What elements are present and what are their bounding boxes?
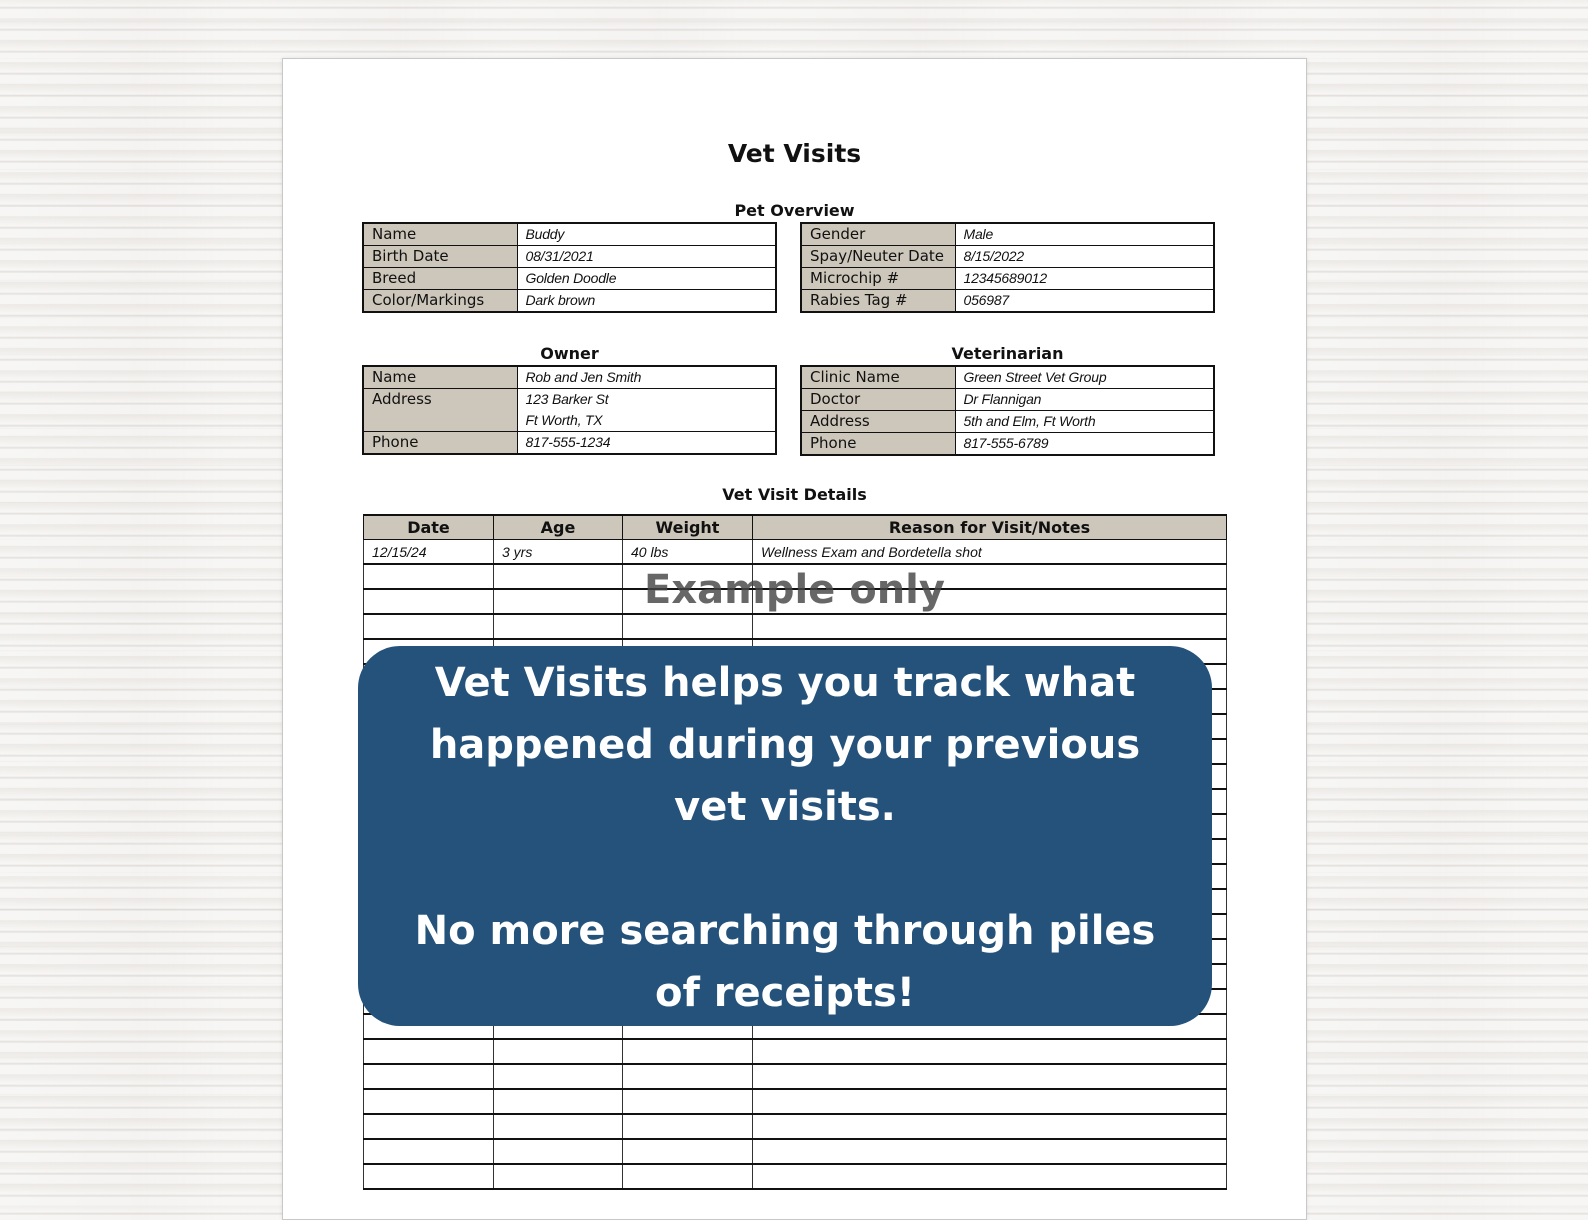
empty-cell: [494, 1039, 623, 1064]
empty-cell: [753, 1089, 1227, 1114]
example-watermark: Example only: [644, 567, 945, 613]
field-value: 08/31/2021: [517, 246, 776, 268]
address-line-1: 123 Barker St: [525, 391, 609, 407]
empty-cell: [364, 1114, 494, 1139]
empty-cell: [364, 1139, 494, 1164]
empty-cell: [753, 1164, 1227, 1189]
empty-cell: [364, 1064, 494, 1089]
empty-cell: [623, 1139, 753, 1164]
field-label: Birth Date: [363, 246, 517, 268]
info-callout: [358, 646, 1212, 1026]
table-header-row: [364, 515, 1227, 540]
field-value: Golden Doodle: [517, 268, 776, 290]
callout-text-1: Vet Visits helps you track what happened during your previous vet visits.: [429, 660, 1141, 830]
owner-phone: 817-555-1234: [517, 432, 776, 455]
field-value: 8/15/2022: [955, 246, 1214, 268]
table-row: [801, 389, 1214, 411]
field-value: 12345689012: [955, 268, 1214, 290]
field-label: Clinic Name: [801, 366, 955, 389]
document-title: Vet Visits: [727, 139, 862, 168]
empty-cell: [494, 614, 623, 639]
owner-table: [362, 365, 777, 455]
visit-details-heading: Vet Visit Details: [722, 485, 867, 504]
empty-cell: [494, 1139, 623, 1164]
table-row: [364, 1089, 1227, 1114]
table-row: [364, 540, 1227, 565]
veterinarian-heading: Veterinarian: [951, 344, 1064, 363]
field-label: Microchip #: [801, 268, 955, 290]
table-row: [364, 1114, 1227, 1139]
table-row: [801, 246, 1214, 268]
empty-cell: [753, 1139, 1227, 1164]
pet-overview-right-table: [800, 222, 1215, 313]
table-row: [801, 290, 1214, 313]
empty-cell: [494, 1114, 623, 1139]
table-row: [801, 268, 1214, 290]
empty-cell: [364, 1039, 494, 1064]
field-label: Name: [363, 366, 517, 389]
empty-cell: [494, 1164, 623, 1189]
table-row: [364, 1039, 1227, 1064]
empty-cell: [364, 614, 494, 639]
empty-cell: [623, 1164, 753, 1189]
empty-cell: [753, 614, 1227, 639]
empty-cell: [753, 1064, 1227, 1089]
table-row: [363, 223, 776, 246]
table-row: [363, 432, 776, 455]
empty-cell: [494, 1064, 623, 1089]
field-value: Dark brown: [517, 290, 776, 313]
cell-reason: Wellness Exam and Bordetella shot: [753, 540, 1227, 565]
field-label: Name: [363, 223, 517, 246]
column-header-age: Age: [494, 515, 623, 540]
field-value: Green Street Vet Group: [955, 366, 1214, 389]
column-header-weight: Weight: [623, 515, 753, 540]
empty-cell: [753, 1039, 1227, 1064]
callout-spacer: [388, 838, 1182, 900]
pet-overview-heading: Pet Overview: [734, 201, 855, 220]
pet-overview-left-table: [362, 222, 777, 313]
address-line-2: Ft Worth, TX: [525, 412, 603, 428]
field-value: 817-555-6789: [955, 433, 1214, 456]
field-label: Spay/Neuter Date: [801, 246, 955, 268]
cell-age: 3 yrs: [494, 540, 623, 565]
column-header-date: Date: [364, 515, 494, 540]
empty-cell: [753, 1114, 1227, 1139]
empty-cell: [494, 1089, 623, 1114]
column-header-reason: Reason for Visit/Notes: [753, 515, 1227, 540]
empty-cell: [364, 1089, 494, 1114]
cell-weight: 40 lbs: [623, 540, 753, 565]
field-label: Color/Markings: [363, 290, 517, 313]
callout-text-2: No more searching through piles of receipts!: [414, 908, 1156, 1016]
field-label: Phone: [801, 433, 955, 456]
field-value: Buddy: [517, 223, 776, 246]
table-row: [801, 223, 1214, 246]
table-row: [363, 290, 776, 313]
veterinarian-table: [800, 365, 1215, 456]
owner-heading: Owner: [540, 344, 599, 363]
field-value: Dr Flannigan: [955, 389, 1214, 411]
table-row: [364, 1064, 1227, 1089]
table-row: [364, 1139, 1227, 1164]
field-value: 5th and Elm, Ft Worth: [955, 411, 1214, 433]
field-value: 056987: [955, 290, 1214, 313]
table-row: [363, 389, 776, 432]
field-label: Address: [363, 389, 517, 432]
empty-cell: [623, 614, 753, 639]
field-label: Phone: [363, 432, 517, 455]
empty-cell: [623, 1064, 753, 1089]
field-label: Breed: [363, 268, 517, 290]
field-label: Gender: [801, 223, 955, 246]
field-label: Address: [801, 411, 955, 433]
field-label: Rabies Tag #: [801, 290, 955, 313]
table-row: [364, 1164, 1227, 1189]
field-label: Doctor: [801, 389, 955, 411]
table-row: [801, 433, 1214, 456]
empty-cell: [364, 1164, 494, 1189]
cell-date: 12/15/24: [364, 540, 494, 565]
empty-cell: [623, 1089, 753, 1114]
table-row: [801, 411, 1214, 433]
table-row: [363, 268, 776, 290]
table-row: [363, 366, 776, 389]
field-value: Male: [955, 223, 1214, 246]
owner-address: [517, 389, 776, 432]
table-row: [363, 246, 776, 268]
document-page: [282, 58, 1307, 1220]
empty-cell: [623, 1039, 753, 1064]
table-row: [801, 366, 1214, 389]
empty-cell: [623, 1114, 753, 1139]
owner-name: Rob and Jen Smith: [517, 366, 776, 389]
table-row: [364, 614, 1227, 639]
